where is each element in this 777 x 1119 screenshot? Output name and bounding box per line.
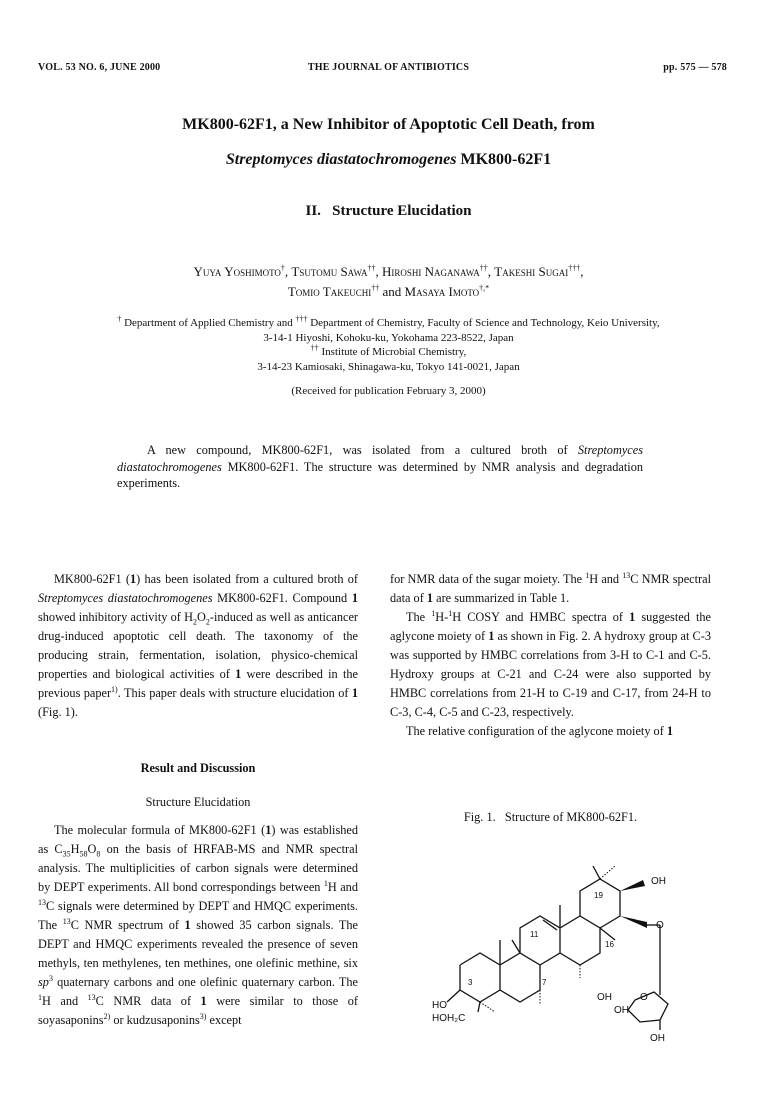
author-list: Yuya Yoshimoto†, Tsutomu Sawa††, Hiroshi Naganawa††, Takeshi Sugai†††, Tomio Takeuchi†† and Masaya Imoto†,* bbox=[193, 263, 584, 299]
paper-part-title: II. Structure Elucidation bbox=[305, 203, 472, 219]
subsection-heading: Structure Elucidation bbox=[145, 795, 251, 809]
label-sugar-oh3: OH bbox=[650, 1033, 665, 1044]
chemical-structure-figure bbox=[410, 840, 700, 1050]
paper-title-line2: Streptomyces diastatochromogenes MK800-62F1 bbox=[225, 151, 552, 168]
label-7: 7 bbox=[542, 978, 547, 987]
abstract: A new compound, MK800-62F1, was isolated from a cultured broth of Streptomyces diastatochromogenes MK800-62F1. The structure was determined by NMR analysis and degradation experiments. bbox=[117, 443, 643, 491]
label-19: 19 bbox=[594, 891, 603, 900]
label-16: 16 bbox=[605, 940, 614, 949]
label-11: 11 bbox=[530, 930, 539, 939]
label-oh-top: OH bbox=[651, 876, 666, 887]
section-heading: Result and Discussion bbox=[140, 761, 256, 775]
label-o-ring: O bbox=[640, 992, 648, 1003]
received-date: (Received for publication February 3, 2000) bbox=[291, 385, 486, 397]
label-hoh2c: HOH₂C bbox=[432, 1013, 466, 1024]
figure-caption: Fig. 1. Structure of MK800-62F1. bbox=[463, 810, 638, 824]
results-paragraph: The molecular formula of MK800-62F1 (1) was established as $C_{35}H_{58}O_8$ on the basis of HRFAB-MS and NMR spectral analysis. The multiplicities of carbon signals were determined by DEPT experiments. All bond correspondings between $^1$H and $^{13}$C signals were determined by DEPT and HMQC experiments. The $^{13}$C NMR spectrum of 1 showed 35 carbon signals. The DEPT and HMQC experiments revealed the presence of seven methyls, ten methylenes, ten methines, one olefinic methine, six $sp^3$ quaternary carbons and one olefinic quaternary carbon. The $^1$H and $^{13}$C NMR data of 1 were similar to those of soyasaponins$^{2)}$ or kudzusaponins$^{3)}$ except bbox=[38, 823, 358, 1027]
running-head-journal: THE JOURNAL OF ANTIBIOTICS bbox=[307, 62, 470, 73]
affiliations: † Department of Applied Chemistry and ††† Department of Chemistry, Faculty of Science and Technology, Keio University, 3-14-1 Hiyoshi, Kohoku-ku, Yokohama 223-8522, Japan †† Institute of Microbial Chemistry, 3-14-23 Kamiosaki, Shinagawa-ku, Tokyo 141-0021, Japan bbox=[117, 314, 660, 373]
label-sugar-oh2: OH bbox=[614, 1005, 629, 1016]
label-o-link: O bbox=[656, 920, 664, 931]
label-3: 3 bbox=[468, 978, 473, 987]
right-column-text: for NMR data of the sugar moiety. The $^1$H and $^{13}$C NMR spectral data of 1 are summarized in Table 1. The $^1$H-$^1$H COSY and HMBC spectra of 1 suggested the aglycone moiety of 1 as shown in Fig. 2. A hydroxy group at C-3 was supported by HMBC correlations from 3-H to C-1 and C-5. Hydroxy groups at C-21 and C-24 were also supported by HMBC correlations from 21-H to C-19 and C-17, from 24-H to C-3, C-4, C-5 and C-23, respectively. The relative configuration of the aglycone moiety of 1 bbox=[390, 570, 711, 738]
intro-paragraph: MK800-62F1 (1) has been isolated from a cultured broth of Streptomyces diastatochromogenes MK800-62F1. Compound 1 showed inhibitory activity of $H_2O_2$-induced as well as anticancer drug-induced apoptotic cell death. The taxonomy of the producing strain, fermentation, isolation, physico-chemical properties and biological activities of 1 were described in the previous paper$^{1)}$. This paper deals with structure elucidation of 1 (Fig. 1). bbox=[38, 572, 359, 719]
running-head-pages: pp. 575 — 578 bbox=[663, 62, 727, 73]
running-head-volume: VOL. 53 NO. 6, JUNE 2000 bbox=[38, 62, 161, 73]
label-ho: HO bbox=[432, 1000, 447, 1011]
label-sugar-oh1: OH bbox=[597, 992, 612, 1003]
paper-title-line1: MK800-62F1, a New Inhibitor of Apoptotic Cell Death, from bbox=[182, 116, 595, 133]
